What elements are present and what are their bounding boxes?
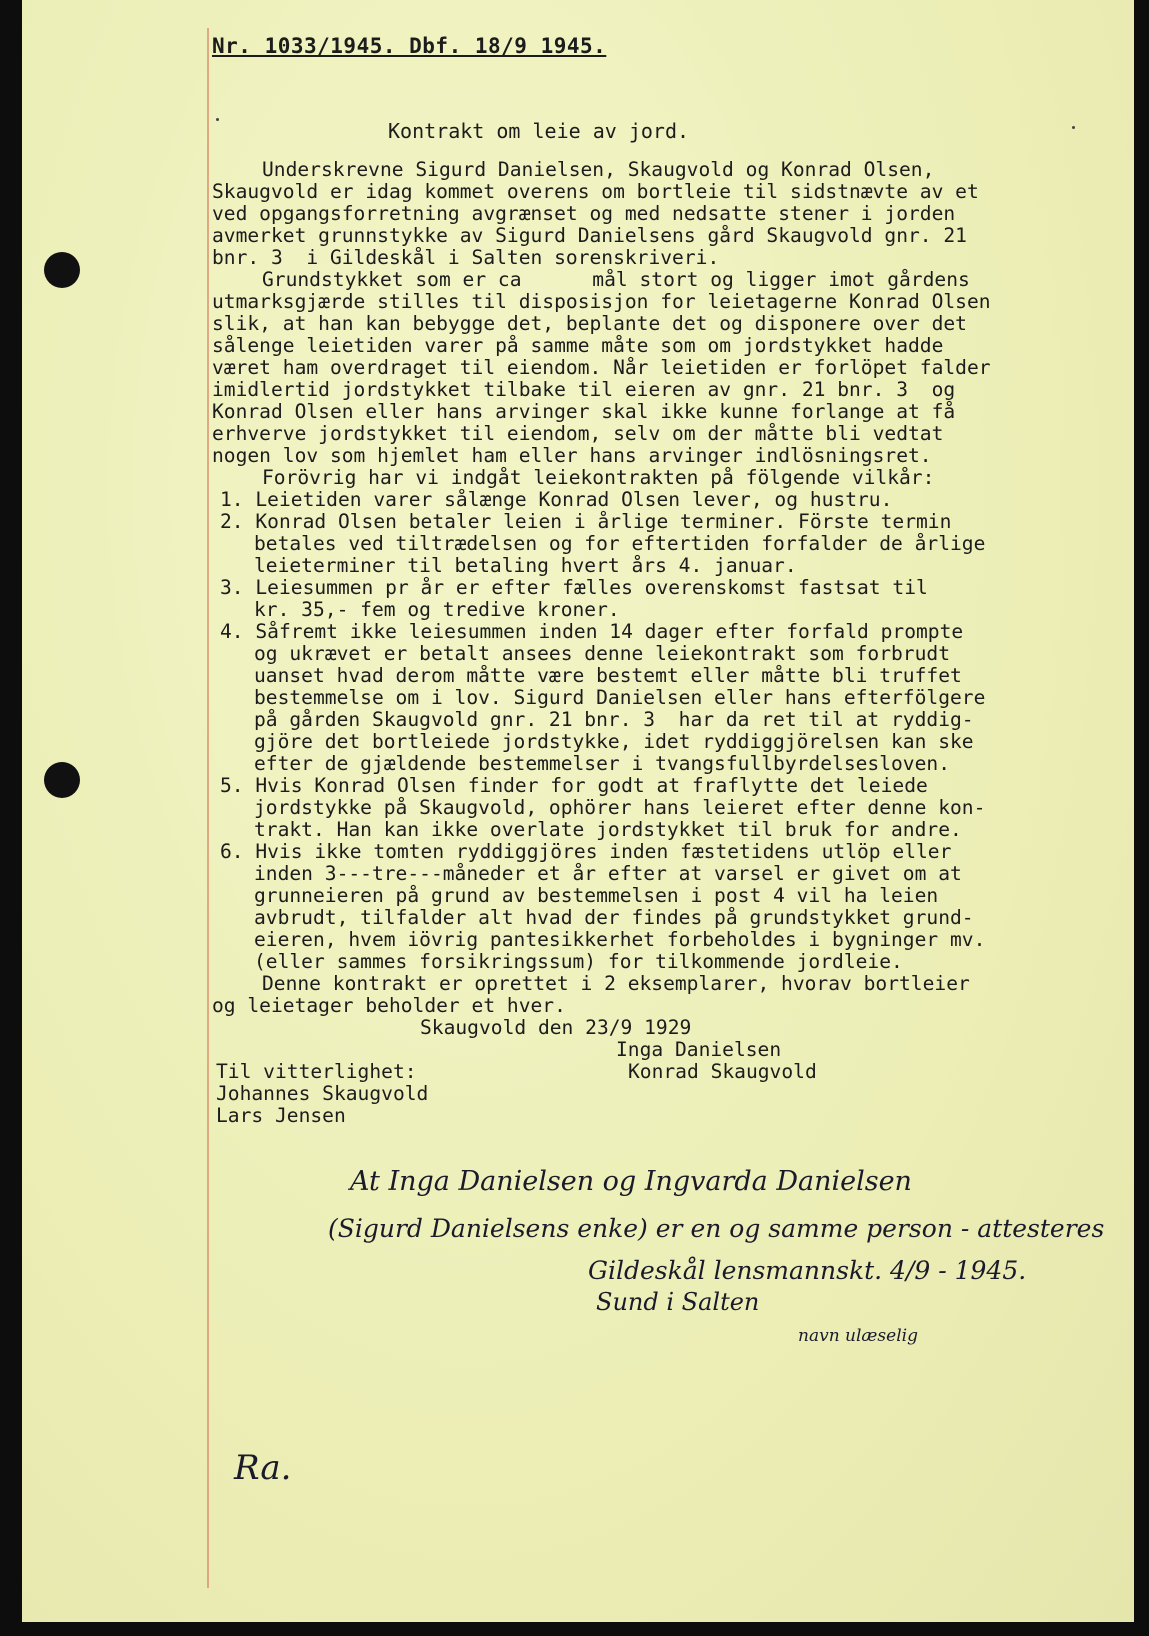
text-line: Denne kontrakt er oprettet i 2 eksemplarer, hvorav bortleier [262, 972, 970, 995]
text-line: Johannes Skaugvold [216, 1082, 429, 1105]
text-line: avbrudt, tilfalder alt hvad der findes på grundstykket grund- [254, 906, 974, 929]
handwritten-line: navn ulæselig [798, 1326, 918, 1346]
handwritten-line: Ra. [234, 1448, 292, 1488]
margin-rule [207, 28, 209, 1588]
text-line: erhverve jordstykket til eiendom, selv om der måtte bli vedtat [212, 422, 944, 445]
text-line: sålenge leietiden varer på samme måte som om jordstykket hadde [212, 334, 944, 357]
text-line: Forövrig har vi indgåt leiekontrakten på fölgende vilkår: [262, 466, 935, 489]
text-line: Skaugvold den 23/9 1929 [420, 1016, 692, 1039]
text-line: jordstykke på Skaugvold, ophörer hans leieret efter denne kon- [254, 796, 986, 819]
text-line: Lars Jensen [216, 1104, 346, 1127]
text-line: (eller sammes forsikringssum) for tilkommende jordleie. [254, 950, 903, 973]
text-line: og leietager beholder et hver. [212, 994, 566, 1017]
text-line: 6. Hvis ikke tomten ryddiggjöres inden fæstetidens utlöp eller [220, 840, 952, 863]
text-line: imidlertid jordstykket tilbake til eieren av gnr. 21 bnr. 3 og [212, 378, 956, 401]
text-line: trakt. Han kan ikke overlate jordstykket til bruk for andre. [254, 818, 962, 841]
handwritten-line: Sund i Salten [596, 1288, 760, 1316]
handwritten-line: (Sigurd Danielsens enke) er en og samme person - attesteres [328, 1214, 1105, 1243]
text-line: 3. Leiesummen pr år er efter fælles overenskomst fastsat til [220, 576, 928, 599]
text-line: 5. Hvis Konrad Olsen finder for godt at fraflytte det leiede [220, 774, 928, 797]
text-line: Underskrevne Sigurd Danielsen, Skaugvold og Konrad Olsen, [262, 158, 935, 181]
text-line: og ukrævet er betalt ansees denne leiekontrakt som forbrudt [254, 642, 950, 665]
text-line: efter de gjældende bestemmelser i tvangsfullbyrdelsesloven. [254, 752, 950, 775]
text-line: inden 3---tre---måneder et år efter at varsel er givet om at [254, 862, 962, 885]
speck [1072, 126, 1075, 129]
text-line: 1. Leietiden varer sålænge Konrad Olsen lever, og hustru. [220, 488, 893, 511]
speck [216, 118, 219, 121]
handwritten-line: Gildeskål lensmannskt. 4/9 - 1945. [588, 1256, 1027, 1285]
text-line: på gården Skaugvold gnr. 21 bnr. 3 har da ret til at ryddig- [254, 708, 974, 731]
punch-hole-upper [44, 252, 80, 288]
text-line: Grundstykket som er ca mål stort og ligger imot gårdens [262, 268, 970, 291]
text-line: Konrad Olsen eller hans arvinger skal ikke kunne forlange at få [212, 400, 956, 423]
text-line: Inga Danielsen [616, 1038, 782, 1061]
text-line: kr. 35,- fem og tredive kroner. [254, 598, 620, 621]
text-line: Til vitterlighet: [216, 1060, 417, 1083]
handwritten-line: At Inga Danielsen og Ingvarda Danielsen [350, 1166, 912, 1197]
text-line: Skaugvold er idag kommet overens om bortleie til sidstnævte av et [212, 180, 979, 203]
punch-hole-lower [44, 762, 80, 798]
text-line: bestemmelse om i lov. Sigurd Danielsen eller hans efterfölgere [254, 686, 986, 709]
text-line: gjöre det bortleiede jordstykke, idet ryddiggjörelsen kan ske [254, 730, 974, 753]
text-line: nogen lov som hjemlet ham eller hans arvinger indlösningsret. [212, 444, 932, 467]
text-line: eieren, hvem iövrig pantesikkerhet forbeholdes i bygninger mv. [254, 928, 986, 951]
text-line: Konrad Skaugvold [628, 1060, 817, 1083]
document-title: Kontrakt om leie av jord. [388, 119, 690, 143]
text-line: 2. Konrad Olsen betaler leien i årlige terminer. Förste termin [220, 510, 952, 533]
text-line: uanset hvad derom måtte være bestemt eller måtte bli truffet [254, 664, 962, 687]
text-line: 4. Såfremt ikke leiesummen inden 14 dager efter forfald prompte [220, 620, 964, 643]
registry-header: Nr. 1033/1945. Dbf. 18/9 1945. [212, 34, 607, 58]
text-line: grunneieren på grund av bestemmelsen i post 4 vil ha leien [254, 884, 939, 907]
text-line: slik, at han kan bebygge det, beplante det og disponere over det [212, 312, 967, 335]
text-line: utmarksgjærde stilles til disposisjon for leietagerne Konrad Olsen [212, 290, 991, 313]
text-line: leieterminer til betaling hvert års 4. januar. [254, 554, 797, 577]
text-line: været ham overdraget til eiendom. Når leietiden er forlöpet falder [212, 356, 991, 379]
text-line: avmerket grunnstykke av Sigurd Danielsens gård Skaugvold gnr. 21 [212, 224, 967, 247]
text-line: betales ved tiltrædelsen og for eftertiden forfalder de årlige [254, 532, 986, 555]
text-line: bnr. 3 i Gildeskål i Salten sorenskriveri. [212, 246, 720, 269]
text-line: ved opgangsforretning avgrænset og med nedsatte stener i jorden [212, 202, 956, 225]
